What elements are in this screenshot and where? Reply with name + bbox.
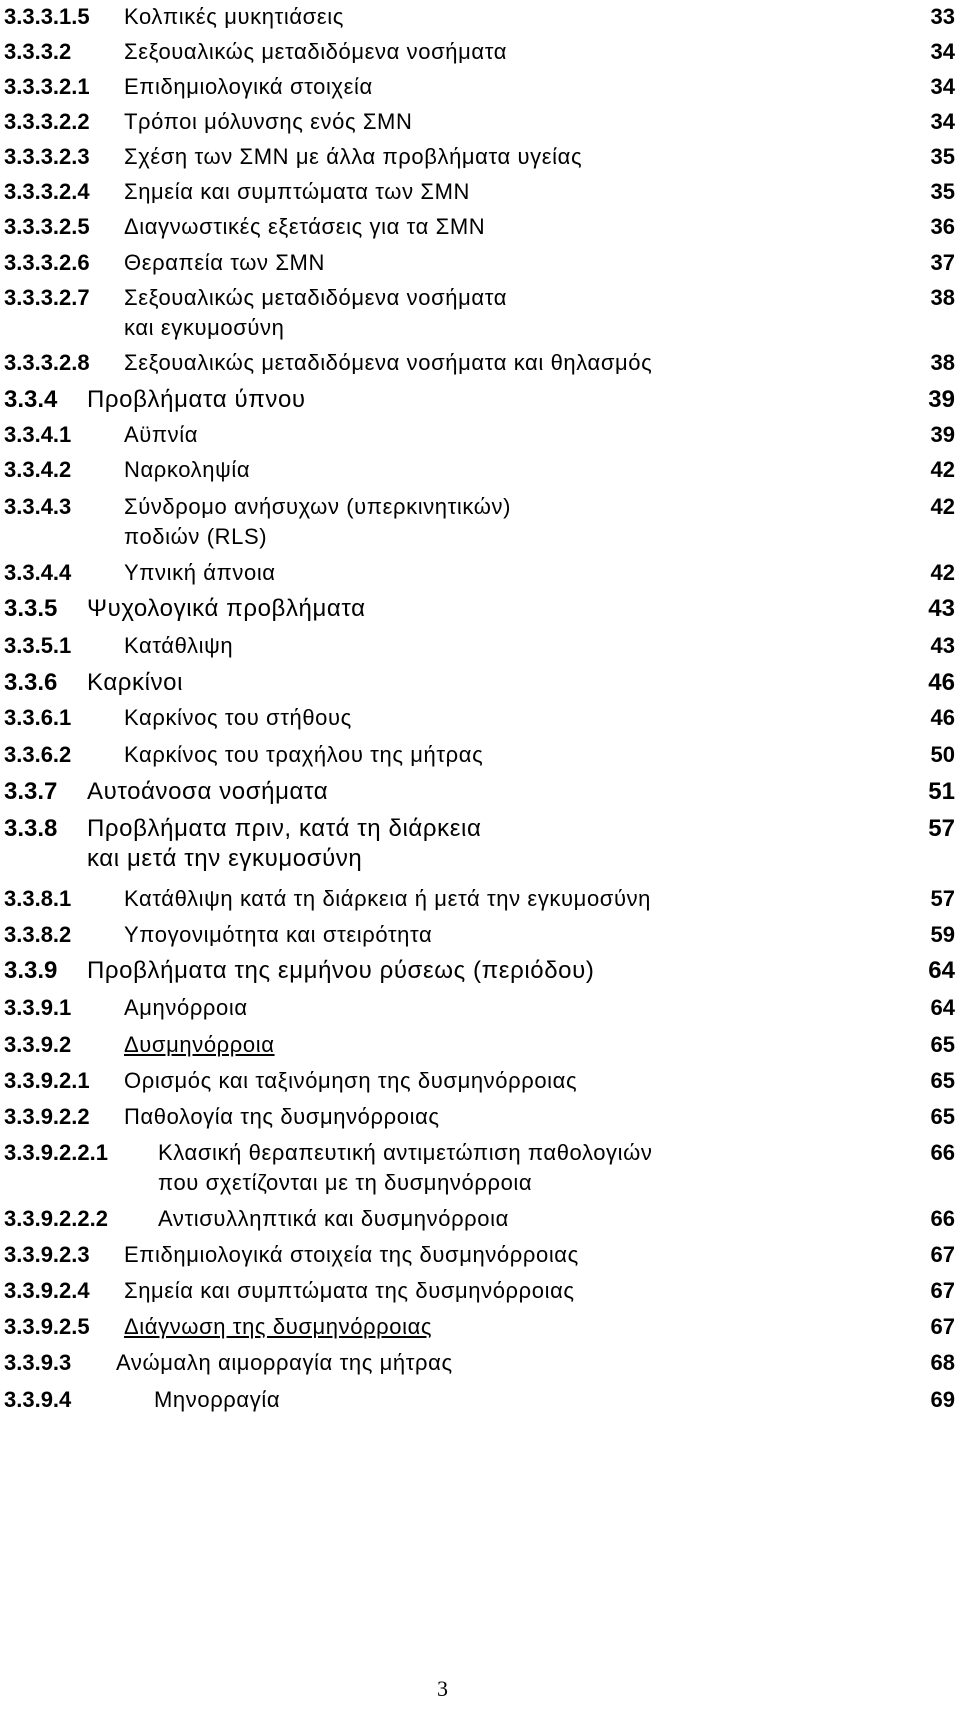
- page-ref: 67: [930, 1242, 955, 1267]
- page-ref: 36: [930, 214, 955, 239]
- page-ref: 42: [930, 560, 955, 585]
- section-title-line: Επιδημιολογικά στοιχεία: [124, 74, 373, 99]
- section-title-line: Κατάθλιψη κατά τη διάρκεια ή μετά την εγκυμοσύνη: [124, 886, 652, 911]
- section-title: [124, 884, 651, 914]
- page-ref: 42: [930, 494, 955, 519]
- page-ref: 37: [930, 250, 955, 275]
- section-title: [124, 920, 432, 950]
- page-ref: 39: [928, 386, 955, 413]
- section-title-line: Υπνική άπνοια: [124, 560, 276, 585]
- section-number: 3.3.7: [4, 778, 58, 805]
- page-ref: 68: [930, 1350, 955, 1375]
- section-title-line: Προβλήματα ύπνου: [87, 386, 306, 413]
- section-number: 3.3.9.2.2.1: [4, 1140, 108, 1165]
- section-title-line: Ορισμός και ταξινόμηση της δυσμηνόρροιας: [124, 1068, 578, 1093]
- section-title-line: Διάγνωση της δυσμηνόρροιας: [124, 1314, 433, 1339]
- section-title-line: Θεραπεία των ΣΜΝ: [124, 250, 325, 275]
- section-title: [124, 993, 248, 1023]
- section-number: 3.3.5: [4, 595, 58, 622]
- section-title: [124, 107, 412, 137]
- section-number: 3.3.3.2.4: [4, 179, 90, 204]
- section-title-line: Τρόποι μόλυνσης ενός ΣΜΝ: [124, 109, 413, 134]
- page-ref: 46: [930, 705, 955, 730]
- section-title: [116, 1348, 453, 1378]
- page-ref: 34: [930, 109, 955, 134]
- page-ref: 50: [930, 742, 955, 767]
- section-title: [124, 1240, 579, 1270]
- section-title-line: Αυτοάνοσα νοσήματα: [87, 778, 329, 805]
- section-title-line: Κολπικές μυκητιάσεις: [124, 4, 344, 29]
- page-ref: 38: [930, 285, 955, 310]
- section-title: [124, 1066, 577, 1096]
- section-title-line: Δυσμηνόρροια: [124, 1032, 275, 1057]
- section-title: [158, 1138, 653, 1198]
- section-title: [158, 1204, 509, 1234]
- section-title: [124, 1312, 432, 1342]
- page-ref: 35: [930, 179, 955, 204]
- section-title-line: Καρκίνος του στήθους: [124, 705, 352, 730]
- page-ref: 66: [930, 1206, 955, 1231]
- page-ref: 69: [930, 1387, 955, 1412]
- section-number: 3.3.4.3: [4, 494, 72, 519]
- section-number: 3.3.9.2.2.2: [4, 1206, 108, 1231]
- section-title-line: Ψυχολογικά προβλήματα: [87, 595, 366, 622]
- section-title-line: Σεξουαλικώς μεταδιδόμενα νοσήματα: [124, 39, 508, 64]
- section-title-line: Προβλήματα πριν, κατά τη διάρκεια: [87, 815, 482, 842]
- section-title: [124, 283, 507, 343]
- section-number: 3.3.9.2.2: [4, 1104, 90, 1129]
- page-ref: 66: [930, 1140, 955, 1165]
- section-title-line: Σημεία και συμπτώματα της δυσμηνόρροιας: [124, 1278, 575, 1303]
- section-number: 3.3.9: [4, 957, 58, 984]
- section-title: [124, 492, 511, 552]
- section-title-line: Αμηνόρροια: [124, 995, 248, 1020]
- section-title: [124, 631, 233, 661]
- section-title-line: Μηνορραγία: [154, 1387, 281, 1412]
- section-number: 3.3.4: [4, 386, 58, 413]
- section-number: 3.3.5.1: [4, 633, 72, 658]
- page-ref: 65: [930, 1104, 955, 1129]
- section-number: 3.3.9.4: [4, 1387, 72, 1412]
- section-title: [124, 558, 276, 588]
- page-ref: 43: [930, 633, 955, 658]
- section-title: [124, 177, 470, 207]
- section-title-line: Σύνδρομο ανήσυχων (υπερκινητικών): [124, 494, 512, 519]
- page-ref: 64: [930, 995, 955, 1020]
- section-number: 3.3.8.2: [4, 922, 72, 947]
- section-title: [87, 777, 328, 807]
- section-number: 3.3.3.2.7: [4, 285, 90, 310]
- section-number: 3.3.4.1: [4, 422, 72, 447]
- section-title-line: Σχέση των ΣΜΝ με άλλα προβλήματα υγείας: [124, 144, 583, 169]
- section-title-line: Καρκίνος του τραχήλου της μήτρας: [124, 742, 484, 767]
- section-title-line: Ανώμαλη αιμορραγία της μήτρας: [116, 1350, 453, 1375]
- page-ref: 34: [930, 74, 955, 99]
- section-title-line: Σεξουαλικώς μεταδιδόμενα νοσήματα και θηλασμός: [124, 350, 653, 375]
- section-number: 3.3.3.2.3: [4, 144, 90, 169]
- section-number: 3.3.9.2.5: [4, 1314, 90, 1339]
- section-number: 3.3.6: [4, 669, 58, 696]
- section-title: [124, 72, 373, 102]
- section-number: 3.3.3.1.5: [4, 4, 90, 29]
- section-title: [124, 1030, 275, 1060]
- section-number: 3.3.3.2: [4, 39, 72, 64]
- section-title: [124, 1102, 440, 1132]
- section-title: [124, 2, 344, 32]
- page-ref: 35: [930, 144, 955, 169]
- page-ref: 46: [928, 669, 955, 696]
- page-ref: 65: [930, 1068, 955, 1093]
- section-title-line: που σχετίζονται με τη δυσμηνόρροια: [158, 1170, 533, 1195]
- section-title-line: Ναρκοληψία: [124, 457, 251, 482]
- section-number: 3.3.8: [4, 815, 58, 842]
- section-title: [87, 956, 594, 986]
- section-title-line: και εγκυμοσύνη: [124, 315, 285, 340]
- page-number: 3: [437, 1676, 448, 1701]
- page-ref: 67: [930, 1278, 955, 1303]
- section-number: 3.3.3.2.6: [4, 250, 90, 275]
- page-ref: 39: [930, 422, 955, 447]
- section-title: [124, 37, 507, 67]
- section-number: 3.3.9.1: [4, 995, 72, 1020]
- page-ref: 34: [930, 39, 955, 64]
- page-ref: 42: [930, 457, 955, 482]
- section-title: [124, 420, 198, 450]
- page-ref: 67: [930, 1314, 955, 1339]
- page-ref: 33: [930, 4, 955, 29]
- section-title: [124, 455, 250, 485]
- section-title: [124, 142, 582, 172]
- section-number: 3.3.9.2.3: [4, 1242, 90, 1267]
- page-ref: 43: [928, 595, 955, 622]
- page-ref: 38: [930, 350, 955, 375]
- section-number: 3.3.3.2.8: [4, 350, 90, 375]
- section-title-line: Σημεία και συμπτώματα των ΣΜΝ: [124, 179, 470, 204]
- section-title: [124, 248, 325, 278]
- section-number: 3.3.6.2: [4, 742, 72, 767]
- section-number: 3.3.3.2.2: [4, 109, 90, 134]
- page-ref: 64: [928, 957, 955, 984]
- section-title: [87, 668, 183, 698]
- section-number: 3.3.9.2.4: [4, 1278, 90, 1303]
- section-title: [124, 703, 352, 733]
- section-number: 3.3.4.4: [4, 560, 72, 585]
- section-number: 3.3.3.2.5: [4, 214, 90, 239]
- section-title-line: Σεξουαλικώς μεταδιδόμενα νοσήματα: [124, 285, 508, 310]
- section-title: [124, 348, 652, 378]
- section-number: 3.3.3.2.1: [4, 74, 90, 99]
- section-title: [154, 1385, 280, 1415]
- page-ref: 51: [928, 778, 955, 805]
- section-number: 3.3.9.2.1: [4, 1068, 90, 1093]
- page-ref: 65: [930, 1032, 955, 1057]
- section-number: 3.3.9.3: [4, 1350, 72, 1375]
- section-number: 3.3.9.2: [4, 1032, 72, 1057]
- section-title: [87, 594, 366, 624]
- section-title: [87, 385, 306, 415]
- section-title-line: Κατάθλιψη: [124, 633, 234, 658]
- section-title-line: ποδιών (RLS): [124, 524, 268, 549]
- section-title-line: Επιδημιολογικά στοιχεία της δυσμηνόρροιας: [124, 1242, 579, 1267]
- section-title: [87, 814, 481, 874]
- section-title-line: Υπογονιμότητα και στειρότητα: [124, 922, 433, 947]
- section-title: [124, 212, 485, 242]
- section-title-line: και μετά την εγκυμοσύνη: [87, 845, 363, 872]
- section-number: 3.3.4.2: [4, 457, 72, 482]
- section-number: 3.3.6.1: [4, 705, 72, 730]
- section-title-line: Καρκίνοι: [87, 669, 184, 696]
- section-title-line: Αντισυλληπτικά και δυσμηνόρροια: [158, 1206, 509, 1231]
- section-title: [124, 740, 483, 770]
- page-ref: 57: [928, 815, 955, 842]
- section-title-line: Διαγνωστικές εξετάσεις για τα ΣΜΝ: [124, 214, 486, 239]
- section-title-line: Αϋπνία: [124, 422, 199, 447]
- section-number: 3.3.8.1: [4, 886, 72, 911]
- page-ref: 59: [930, 922, 955, 947]
- section-title-line: Παθολογία της δυσμηνόρροιας: [124, 1104, 440, 1129]
- page-ref: 57: [930, 886, 955, 911]
- section-title: [124, 1276, 575, 1306]
- section-title-line: Κλασική θεραπευτική αντιμετώπιση παθολογιών: [158, 1140, 653, 1165]
- section-title-line: Προβλήματα της εμμήνου ρύσεως (περιόδου): [87, 957, 595, 984]
